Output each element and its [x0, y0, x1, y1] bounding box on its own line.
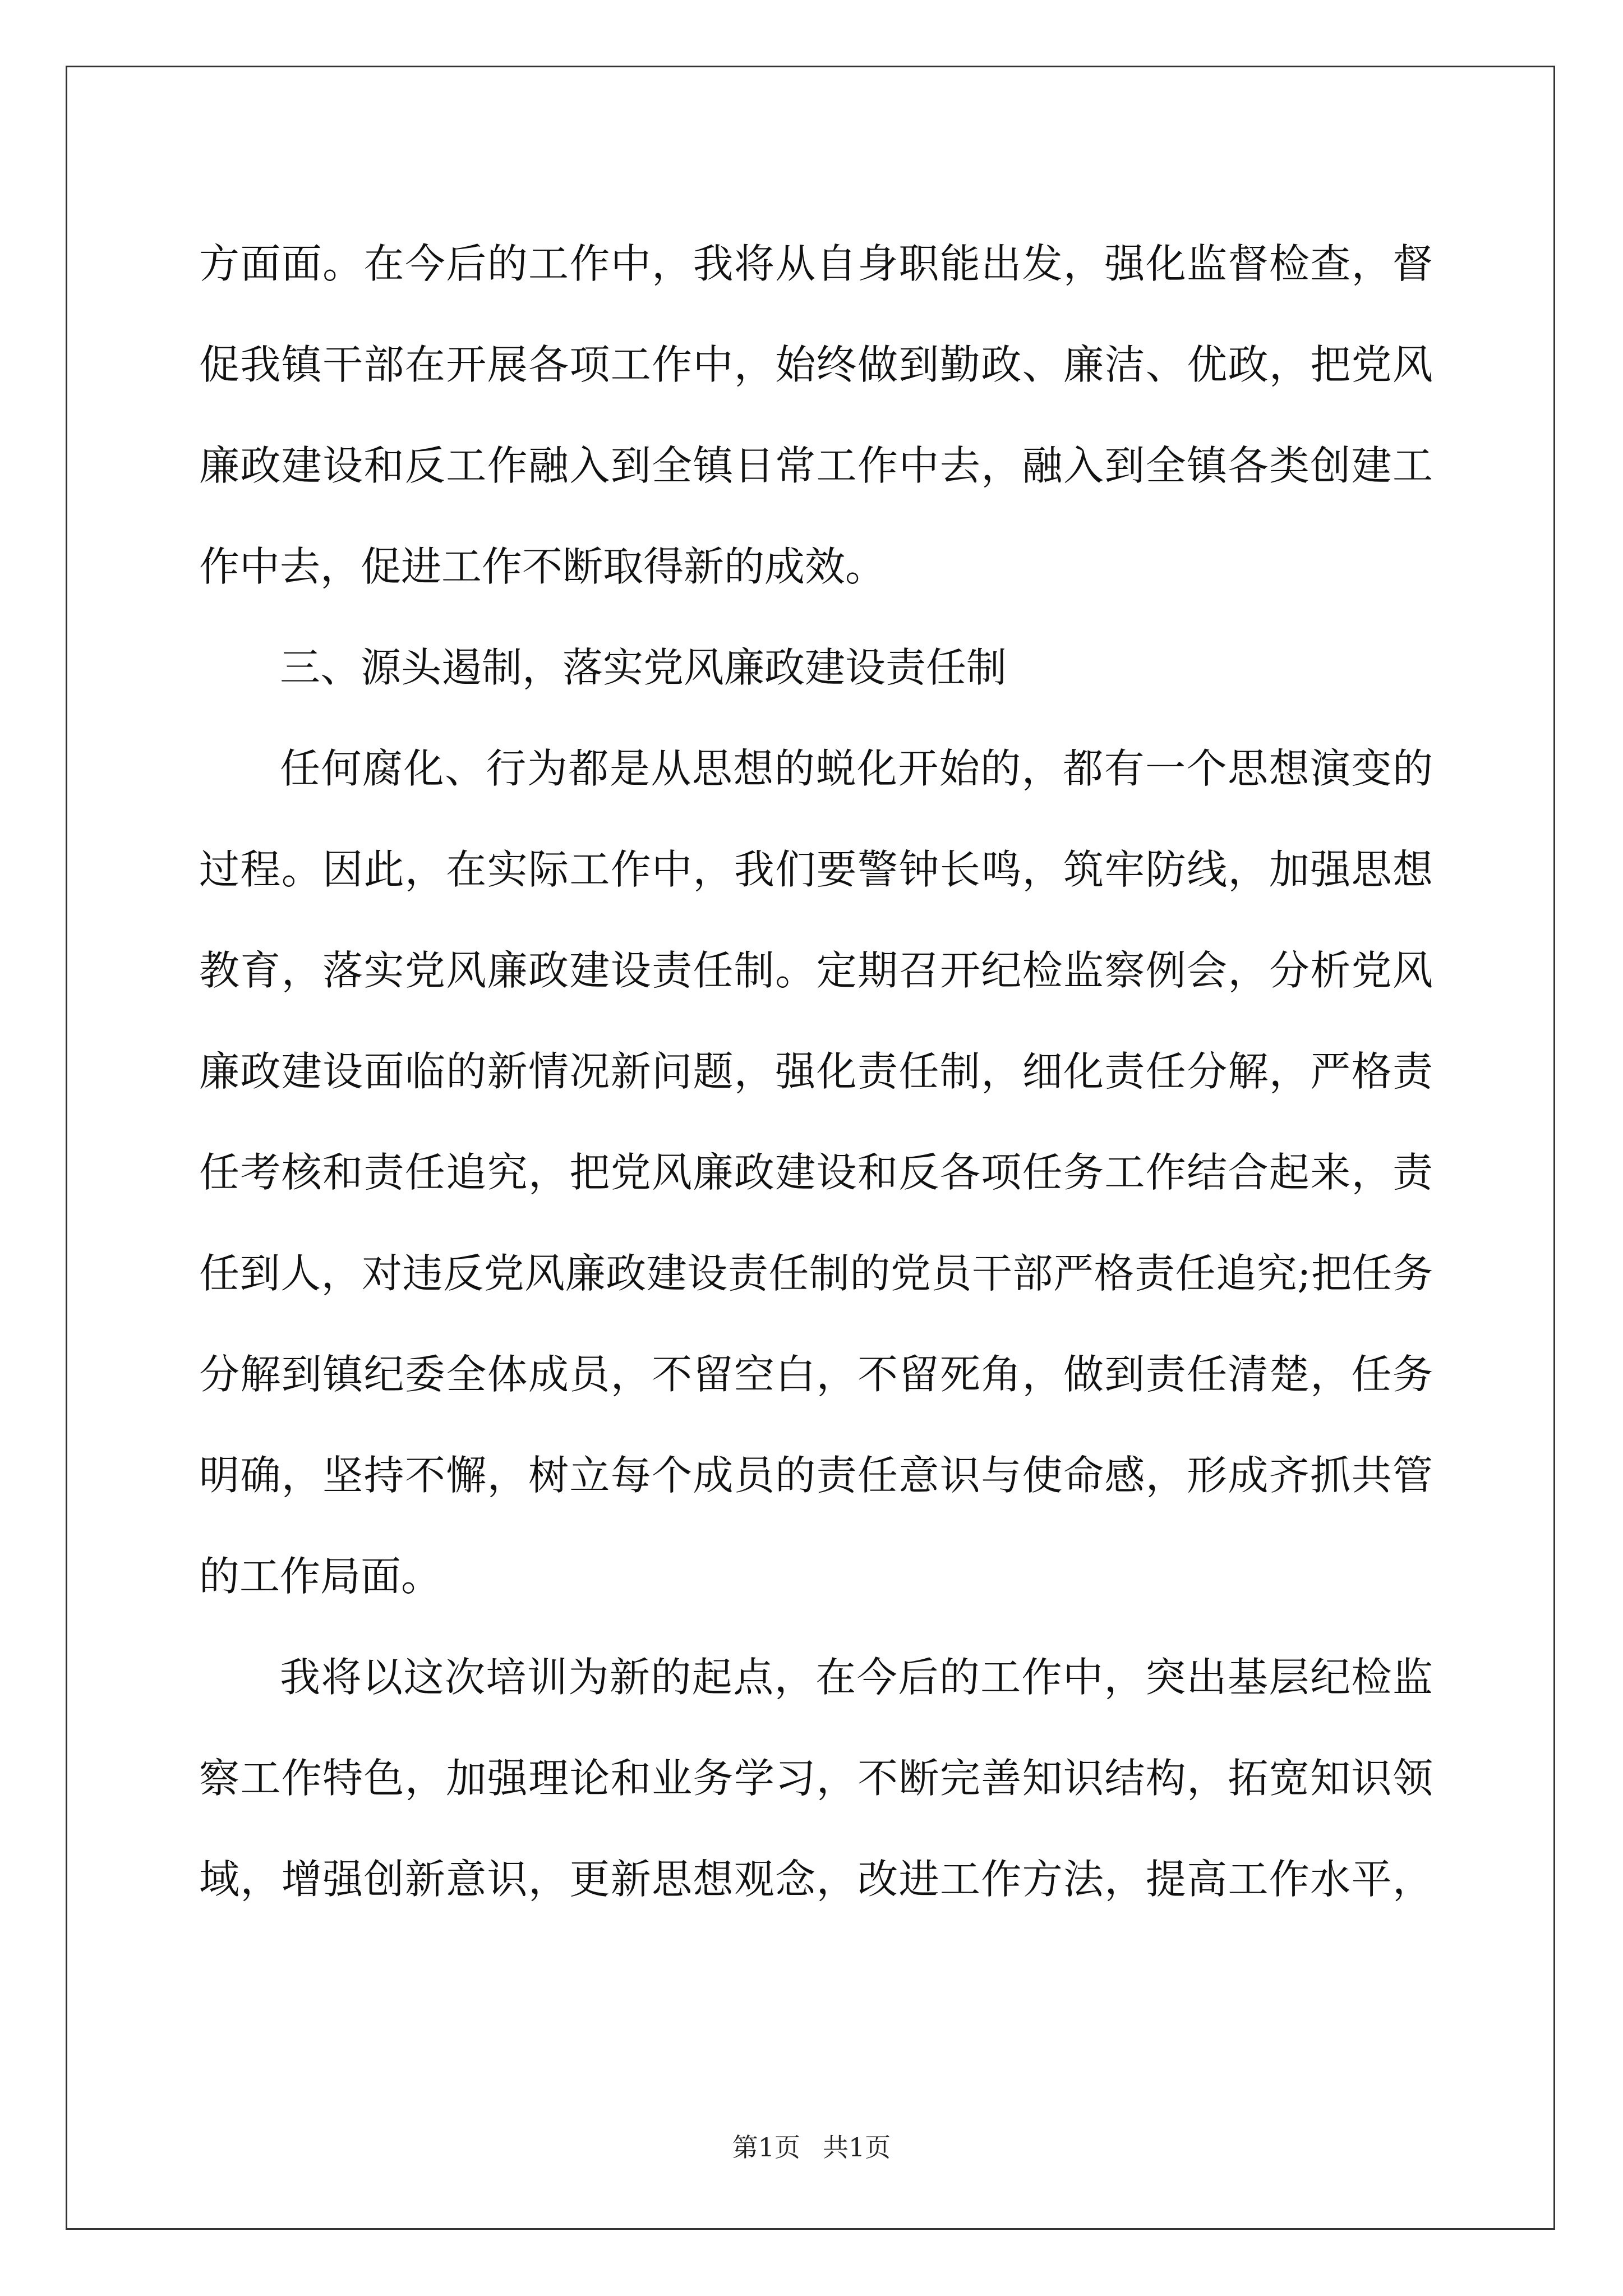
page-number-total: 共1页	[823, 2132, 891, 2162]
text-line: 廉政建设和反工作融入到全镇日常工作中去，融入到全镇各类创建工	[199, 442, 1433, 489]
text-line: 任到人，对违反党风廉政建设责任制的党员干部严格责任追究;把任务	[199, 1250, 1433, 1297]
text-line: 明确，坚持不懈，树立每个成员的责任意识与使命感，形成齐抓共管	[199, 1452, 1433, 1499]
text-line: 廉政建设面临的新情况新问题，强化责任制，细化责任分解，严格责	[199, 1048, 1433, 1095]
text-line: 我将以这次培训为新的起点，在今后的工作中，突出基层纪检监	[280, 1654, 1433, 1701]
text-line: 域，增强创新意识，更新思想观念，改进工作方法，提高工作水平，	[199, 1856, 1433, 1903]
text-line: 察工作特色，加强理论和业务学习，不断完善知识结构，拓宽知识领	[199, 1755, 1433, 1802]
text-line: 促我镇干部在开展各项工作中，始终做到勤政、廉洁、优政，把党风	[199, 341, 1433, 388]
text-line: 任何腐化、行为都是从思想的蜕化开始的，都有一个思想演变的	[280, 745, 1433, 792]
text-line: 作中去，促进工作不断取得新的成效。	[199, 543, 886, 590]
section-heading: 三、源头遏制，落实党风廉政建设责任制	[280, 644, 1007, 691]
text-line: 的工作局面。	[199, 1553, 442, 1600]
text-line: 教育，落实党风廉政建设责任制。定期召开纪检监察例会，分析党风	[199, 947, 1433, 994]
text-line: 任考核和责任追究，把党风廉政建设和反各项任务工作结合起来，责	[199, 1149, 1433, 1196]
page-number-current: 第1页	[732, 2132, 800, 2162]
document-body	[199, 213, 1433, 1930]
text-line: 过程。因此，在实际工作中，我们要警钟长鸣，筑牢防线，加强思想	[199, 846, 1433, 893]
text-line: 方面面。在今后的工作中，我将从自身职能出发，强化监督检查，督	[199, 240, 1433, 287]
page-footer	[0, 2131, 1623, 2164]
text-line: 分解到镇纪委全体成员，不留空白，不留死角，做到责任清楚，任务	[199, 1351, 1433, 1398]
